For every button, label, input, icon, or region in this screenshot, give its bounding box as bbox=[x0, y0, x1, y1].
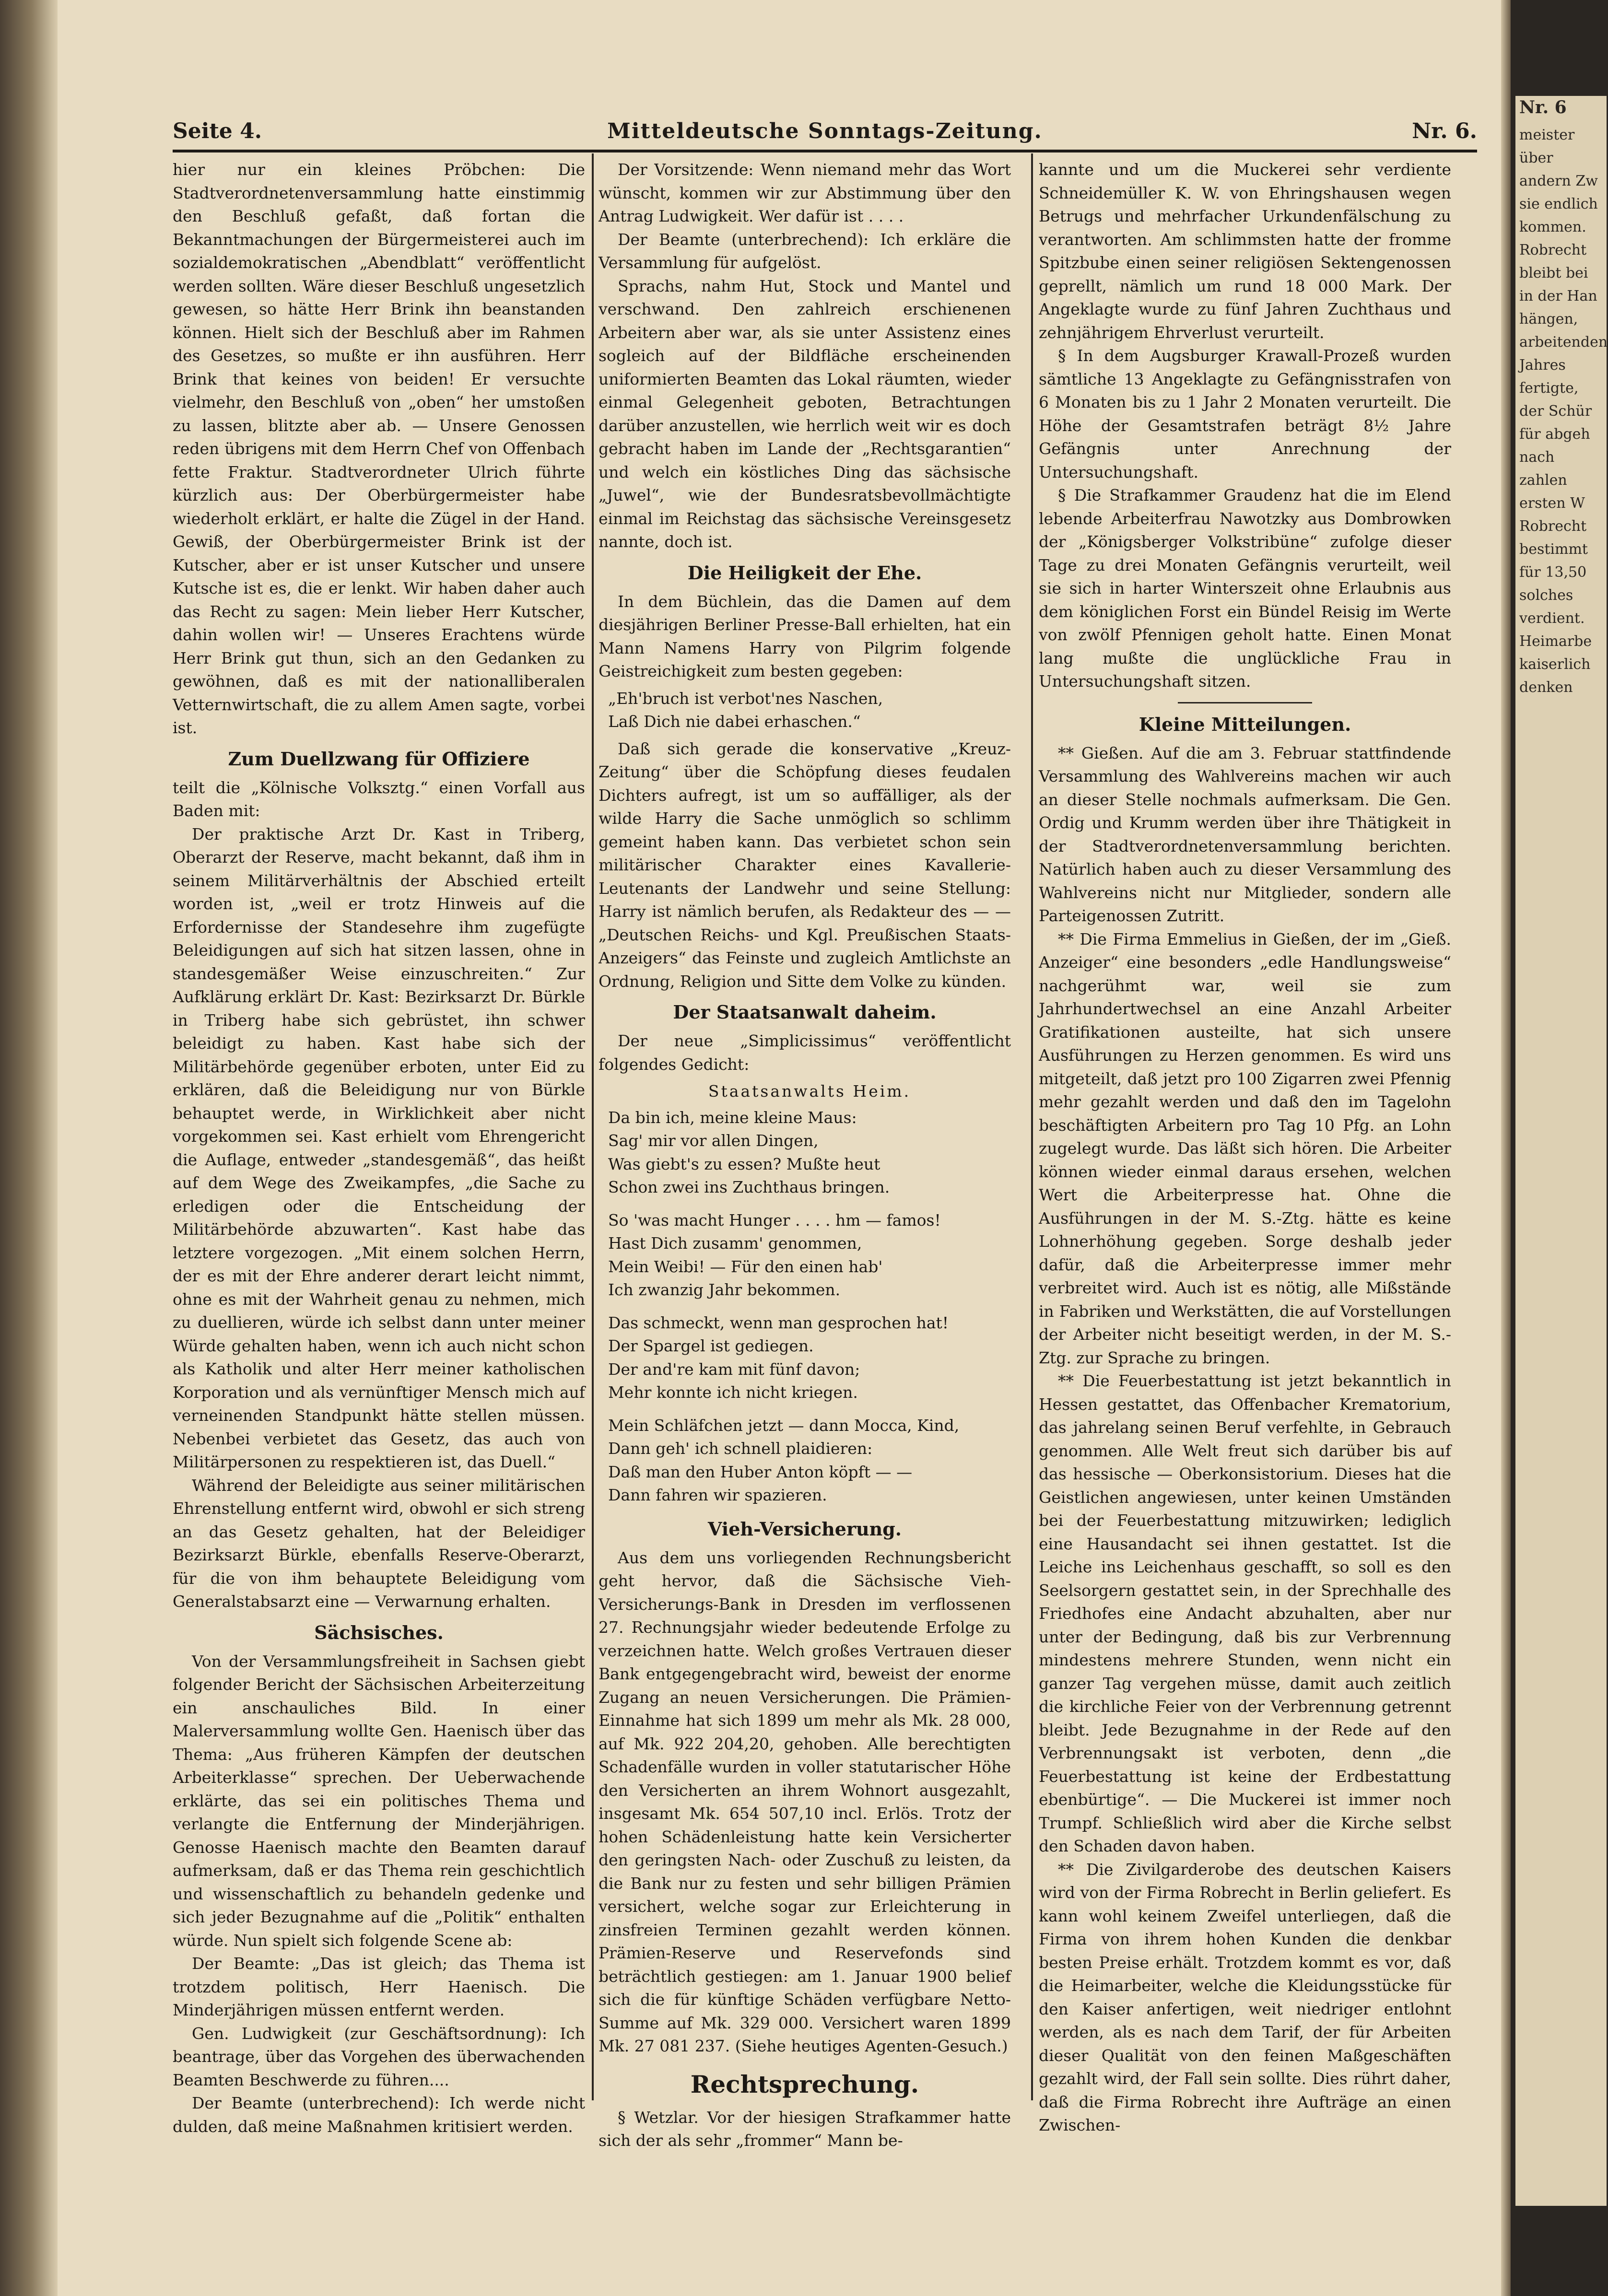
poem-stanza bbox=[608, 1209, 1011, 1302]
poem-line: Daß man den Huber Anton köpft — — bbox=[608, 1462, 913, 1481]
article-text: ** Die Feuerbestattung ist jetzt bekanntlich in Hessen gestattet, das Offenbacher Krematorium, das jahrelang seinen Beruf verfehlte, in Gebrauch genommen. Alle Welt freut sich darüber bis auf das hessische — Oberkonsistorium. Dieses hat die Geistlichen angewiesen, unter keinen Umständen bei der Feuerbestattung mitzuwirken; lediglich eine Hausandacht sei ihnen gestattet. Ist die Leiche ins Leichenhaus geschafft, so soll es den Seelsorgern gestattet sein, in der Sprechhalle des Friedhofes eine Andacht abzuhalten, aber nur unter der Bedingung, daß bis zur Verbrennung mindestens mehrere Stunden, wenn nicht ein ganzer Tag vergehen müsse, damit auch zeitlich die kirchliche Feier von der Verbrennung getrennt bleibt. Jede Bezugnahme in der Rede auf den Verbrennungsakt ist verboten, denn „die Feuerbestattung ist keine der Erdbestattung ebenbürtige“. — Die Muckerei ist immer noch Trumpf. Schließlich wird aber die Kirche selbst den Schaden davon haben. bbox=[1039, 1371, 1451, 1855]
issue-number: Nr. 6. bbox=[1412, 119, 1477, 143]
article-heading: Der Staatsanwalt daheim. bbox=[673, 1001, 937, 1023]
poem-line: Das schmeckt, wenn man gesprochen hat! bbox=[608, 1313, 949, 1332]
adjacent-page-line: andern Zw bbox=[1519, 173, 1598, 189]
article-text: Der Beamte (unterbrechend): Ich werde nicht dulden, daß meine Maßnahmen kritisiert werden. bbox=[173, 2094, 585, 2136]
article-text: Der praktische Arzt Dr. Kast in Triberg, Oberarzt der Reserve, macht bekannt, daß ihm in seinem Militärverhältnis der Abschied erteilt worden ist, „weil er trotz Hinweis auf die Erfordernisse der Standesehre ihm zugefügte Beleidigungen auf sich hat sitzen lassen, ohne in standesgemäßer Weise einzuschreiten.“ Zur Aufklärung erklärt Dr. Kast: Bezirksarzt Dr. Bürkle in Triberg habe sich gebrüstet, ihn schwer beleidigt zu haben. Kast habe sich der Militärbehörde gegenüber erboten, unter Eid zu erklären, daß die Beleidigung nur von Bürkle behauptet werde, in Wirklichkeit aber nicht vorgekommen sei. Kast erhielt vom Ehrengericht die Auflage, entweder „standesgemäß“, das heißt auf dem Wege des Zweikampfes, „die Sache zu erledigen oder die Entscheidung der Militärbehörde abzuwarten“. Kast habe das letztere vorgezogen. „Mit einem solchen Herrn, der es mit der Ehre anderer derart leicht nimmt, ohne es mit der Wahrheit genau zu nehmen, mich zu duellieren, würde ich selbst dann unter meiner Würde gehalten haben, wenn ich auch nicht schon als Katholik und alter Herr meiner katholischen Korporation und als vernünftiger Mensch mich auf verneinenden Standpunkt hätte stellen müssen. Nebenbei verbietet das Gesetz, das auch von Militärpersonen zu respektieren ist, das Duell.“ bbox=[173, 824, 585, 1471]
poem-line: Der and're kam mit fünf davon; bbox=[608, 1359, 860, 1379]
adjacent-page-number: Nr. 6 bbox=[1519, 97, 1567, 117]
article-text: § Die Strafkammer Graudenz hat die im Elend lebende Arbeiterfrau Nawotzky aus Dombrowken der „Königsberger Volkstribüne“ zufolge dieser Tage zu drei Monaten Gefängnis verurteilt, weil sie sich in harter Winterszeit ohne Erlaubnis aus dem königlichen Forst ein Bündel Reisig im Werte von zwölf Pfennigen geholt hatte. Einen Monat lang mußte die unglückliche Frau in Untersuchungshaft sitzen. bbox=[1039, 486, 1451, 691]
article-heading: Die Heiligkeit der Ehe. bbox=[687, 562, 922, 584]
adjacent-page-line: Jahres bbox=[1519, 357, 1566, 374]
quote-line: Laß Dich nie dabei erhaschen.“ bbox=[608, 712, 861, 731]
article-text: § Wetzlar. Vor der hiesigen Strafkammer hatte sich der als sehr „frommer“ Mann be- bbox=[599, 2108, 1011, 2150]
poem-stanza bbox=[608, 1414, 1011, 1507]
article-text: Der Beamte (unterbrechend): Ich erkläre die Versammlung für aufgelöst. bbox=[599, 230, 1011, 272]
article-text: Aus dem uns vorliegenden Rechnungsbericht geht hervor, daß die Sächsische Vieh-Versicherungs-Bank in Dresden im verflossenen 27. Rechnungsjahr wieder bedeutende Erfolge zu verzeichnen hatte. Welch großes Vertrauen dieser Bank entgegengebracht wird, beweist der enorme Zugang an neuen Versicherungen. Die Prämien-Einnahme hat sich 1899 um mehr als Mk. 28 000, auf Mk. 922 204,20, gehoben. Alle berechtigten Schadenfälle wurden in voller statutarischer Höhe den Versicherten an ihrem Wohnort ausgezahlt, insgesamt Mk. 654 507,10 incl. Erlös. Trotz der hohen Schädenleistung hatte kein Versicherter den geringsten Nach- oder Zuschuß zu leisten, da die Bank nur zu festen und sehr billigen Prämien versichert, welche sogar zur Erleichterung in zinsfreien Terminen gezahlt werden können. Prämien-Reserve und Reservefonds sind beträchtlich gestiegen: am 1. Januar 1900 belief sich die für künftige Schäden verfügbare Netto-Summe auf Mk. 329 000. Versichert waren 1899 Mk. 27 081 237. (Siehe heutiges Agenten-Gesuch.) bbox=[599, 1548, 1011, 2055]
column-3 bbox=[1039, 158, 1451, 2134]
column-2 bbox=[599, 158, 1011, 2150]
adjacent-page-line: bestimmt bbox=[1519, 541, 1588, 558]
article-text: kannte und um die Muckerei sehr verdiente Schneidemüller K. W. von Ehringshausen wegen Betrugs und mehrfacher Urkundenfälschung zu verantworten. Am schlimmsten hatte der fromme Spitzbube einen seiner religiösen Sektengenossen geprellt, nämlich um rund 18 000 Mark. Der Angeklagte wurde zu fünf Jahren Zuchthaus und zehnjährigem Ehrverlust verurteilt. bbox=[1039, 160, 1451, 342]
poem bbox=[608, 1080, 1011, 1507]
adjacent-page-line: kaiserlich bbox=[1519, 656, 1591, 673]
poem-line: Dann fahren wir spazieren. bbox=[608, 1486, 827, 1504]
article-text: Der neue „Simplicissimus“ veröffentlicht folgendes Gedicht: bbox=[599, 1031, 1011, 1074]
article-text: Von der Versammlungsfreiheit in Sachsen giebt folgender Bericht der Sächsischen Arbeiterzeitung ein anschauliches Bild. In einer Malerversammlung wollte Gen. Haenisch über das Thema: „Aus früheren Kämpfen der deutschen Arbeiterklasse“ sprechen. Der Ueberwachende erklärte, das sei ein politisches Thema und verlangte die Entfernung der Minderjährigen. Genosse Haenisch machte den Beamten darauf aufmerksam, daß er das Thema rein geschichtlich und wissenschaftlich zu behandeln gedenke und sich jeder Bezugnahme auf die „Politik“ enthalten würde. Nun spielt sich folgende Scene ab: bbox=[173, 1652, 585, 1950]
poem-line: Dann geh' ich schnell plaidieren: bbox=[608, 1439, 873, 1458]
article-heading: Vieh-Versicherung. bbox=[707, 1518, 902, 1540]
adjacent-page-line: kommen. bbox=[1519, 219, 1586, 235]
article-text: ** Die Firma Emmelius in Gießen, der im „Gieß. Anzeiger“ eine besonders „edle Handlungsweise“ nachgerühmt war, weil sie zum Jahrhundertwechsel an eine Anzahl Arbeiter Gratifikationen austeilte, hat sich unsere Ausführungen zu Herzen genommen. Es wird uns mitgeteilt, daß jetzt pro 100 Zigarren zwei Pfennig mehr gezahlt werden und daß den im Tagelohn beschäftigten Arbeitern pro Tag 10 Pfg. an Lohn zugelegt wurde. Das läßt sich hören. Die Arbeiter können wieder einmal daraus ersehen, welchen Wert die Arbeiterpresse hat. Ohne die Ausführungen in der M. S.-Ztg. hätte es keine Lohnerhöhung gegeben. Sorge deshalb jeder dafür, daß die Arbeiterpresse immer mehr verbreitet wird. Auch ist es nötig, alle Mißstände in Fabriken und Werkstätten, die auf Vorstellungen der Arbeiter nicht beseitigt werden, in der M. S.-Ztg. zur Sprache zu bringen. bbox=[1039, 929, 1451, 1367]
article-text: Der Beamte: „Das ist gleich; das Thema ist trotzdem politisch, Herr Haenisch. Die Minderjährigen müssen entfernt werden. bbox=[173, 1954, 585, 2019]
adjacent-page-text bbox=[1519, 124, 1607, 699]
adjacent-page-line: nach bbox=[1519, 449, 1555, 466]
quote bbox=[608, 687, 1011, 734]
adjacent-page-line: in der Han bbox=[1519, 288, 1597, 305]
article-text: Daß sich gerade die konservative „Kreuz-Zeitung“ über die Schöpfung dieses feudalen Dichters aufregt, ist um so auffälliger, als der wilde Harry die Sache unmöglich so schlimm gemeint haben kann. Das verbietet schon sein militärischer Charakter eines Kavallerie-Leutenants der Landwehr und seine Stellung: Harry ist nämlich berufen, als Redakteur des — — „Deutschen Reichs- und Kgl. Preußischen Staats-Anzeigers“ das Feinste und zugleich Amtlichste an Ordnung, Religion und Sitte dem Volke zu künden. bbox=[599, 739, 1011, 991]
article-text: hier nur ein kleines Pröbchen: Die Stadtverordnetenversammlung hatte einstimmig den Beschluß gefaßt, daß fortan die Bekanntmachungen der Bürgermeisterei auch im sozialdemokratischen „Abendblatt“ veröffentlicht werden sollten. Wäre dieser Beschluß ungesetzlich gewesen, so hätte Herr Brink ihn beanstanden können. Hielt sich der Beschluß aber im Rahmen des Gesetzes, so mußte er ihn ausführen. Herr Brink that keines von beiden! Er versuchte vielmehr, den Beschluß von „oben“ her umstoßen zu lassen, blitzte aber ab. — Unsere Genossen reden übrigens mit dem Herrn Chef von Offenbach fette Fraktur. Stadtverordneter Ulrich führte kürzlich aus: Der Oberbürgermeister habe wiederholt erklärt, er halte die Zügel in der Hand. Gewiß, der Oberbürgermeister Brink ist der Kutscher, aber er ist unser Kutscher und unsere Kutsche ist es, die er lenkt. Wir haben daher auch das Recht zu sagen: Mein lieber Herr Kutscher, dahin wollen wir! — Unseres Erachtens würde Herr Brink gut thun, sich an den Gedanken zu gewöhnen, daß es mit der nationalliberalen Vetternwirtschaft, die zu allem Amen sagte, vorbei ist. bbox=[173, 160, 585, 737]
page-header bbox=[173, 119, 1477, 148]
column-divider bbox=[592, 153, 594, 2100]
newspaper-title: Mitteldeutsche Sonntags-Zeitung. bbox=[607, 119, 1043, 143]
column-1 bbox=[173, 158, 585, 2136]
article-heading: Zum Duellzwang für Offiziere bbox=[228, 748, 530, 770]
book-spine bbox=[0, 0, 58, 2296]
adjacent-page-line: fertigte, bbox=[1519, 380, 1579, 397]
adjacent-page-line: solches bbox=[1519, 587, 1573, 604]
article-text: Während der Beleidigte aus seiner militärischen Ehrenstellung entfernt wird, obwohl er sich streng an das Gesetz gehalten, hat der Beleidiger Bezirksarzt Bürkle, ebenfalls Reserve-Oberarzt, für die von ihm behauptete Beleidigung vom Generalstabsarzt eine — Verwarnung erhalten. bbox=[173, 1476, 585, 1611]
adjacent-page-line: Heimarbe bbox=[1519, 633, 1592, 650]
adjacent-page-line: verdient. bbox=[1519, 610, 1585, 627]
article-heading: Kleine Mitteilungen. bbox=[1139, 713, 1351, 735]
poem-line: Da bin ich, meine kleine Maus: bbox=[608, 1108, 857, 1127]
adjacent-page-line: für abgeh bbox=[1519, 426, 1590, 443]
article-text: In dem Büchlein, das die Damen auf dem diesjährigen Berliner Presse-Ball erhielten, hat ein Mann Namens Harry von Pilgrim folgende Geistreichigkeit zum besten gegeben: bbox=[599, 592, 1011, 680]
poem-line: Mein Weibi! — Für den einen hab' bbox=[608, 1257, 883, 1276]
article-text: ** Gießen. Auf die am 3. Februar stattfindende Versammlung des Wahlvereins machen wir auch an dieser Stelle nochmals aufmerksam. Die Gen. Ordig und Krumm werden über ihre Thätigkeit in der Stadtverordnetenversammlung berichten. Natürlich haben auch zu dieser Versammlung des Wahlvereins nicht nur Mitglieder, sondern alle Parteigenossen Zutritt. bbox=[1039, 743, 1451, 925]
poem-line: Schon zwei ins Zuchthaus bringen. bbox=[608, 1178, 890, 1196]
adjacent-page-line: sie endlich bbox=[1519, 196, 1598, 212]
column-divider bbox=[1031, 153, 1033, 2100]
adjacent-page-line: für 13,50 bbox=[1519, 564, 1587, 581]
article-text: Gen. Ludwigkeit (zur Geschäftsordnung): Ich beantrage, über das Vorgehen des überwachenden Beamten Beschwerde zu führen.... bbox=[173, 2024, 585, 2089]
adjacent-page-line: Robrecht bbox=[1519, 518, 1587, 535]
page-number: Seite 4. bbox=[173, 119, 262, 143]
page-edge bbox=[1501, 0, 1511, 2296]
poem-line: Ich zwanzig Jahr bekommen. bbox=[608, 1280, 841, 1299]
article-text: Der Vorsitzende: Wenn niemand mehr das Wort wünscht, kommen wir zur Abstimmung über den Antrag Ludwigkeit. Wer dafür ist . . . . bbox=[599, 160, 1011, 225]
adjacent-page-line: Robrecht bbox=[1519, 242, 1587, 258]
separator-rule bbox=[1178, 702, 1312, 703]
article-heading: Sächsisches. bbox=[314, 1621, 444, 1643]
poem-line: So 'was macht Hunger . . . . hm — famos! bbox=[608, 1210, 941, 1230]
poem-line: Mehr konnte ich nicht kriegen. bbox=[608, 1383, 858, 1402]
section-heading: Rechtsprechung. bbox=[690, 2070, 919, 2098]
poem-line: Hast Dich zusamm' genommen, bbox=[608, 1234, 862, 1253]
adjacent-page-line: meister über bbox=[1519, 127, 1575, 166]
poem-title: Staatsanwalts Heim. bbox=[708, 1082, 911, 1101]
adjacent-page-line: denken bbox=[1519, 679, 1573, 696]
poem-stanza bbox=[608, 1312, 1011, 1405]
poem-line: Mein Schläfchen jetzt — dann Mocca, Kind, bbox=[608, 1416, 960, 1435]
poem-line: Der Spargel ist gediegen. bbox=[608, 1336, 814, 1355]
article-text: § In dem Augsburger Krawall-Prozeß wurden sämtliche 13 Angeklagte zu Gefängnisstrafen von 6 Monaten bis zu 1 Jahr 2 Monaten verurteilt. Die Höhe der Gesamtstrafen beträgt 8½ Jahre Gefängnis unter Anrechnung der Untersuchungshaft. bbox=[1039, 346, 1451, 481]
poem-line: Sag' mir vor allen Dingen, bbox=[608, 1131, 819, 1150]
adjacent-page-line: der Schür bbox=[1519, 403, 1592, 420]
adjacent-page-line: ersten W bbox=[1519, 495, 1585, 512]
header-rule bbox=[173, 150, 1477, 152]
adjacent-page-line: bleibt bei bbox=[1519, 265, 1588, 281]
poem-stanza bbox=[608, 1106, 1011, 1199]
article-text: teilt die „Kölnische Volksztg.“ einen Vorfall aus Baden mit: bbox=[173, 778, 585, 820]
quote-line: „Eh'bruch ist verbot'nes Naschen, bbox=[608, 689, 883, 708]
adjacent-page-strip bbox=[1515, 96, 1607, 2206]
adjacent-page-line: arbeitenden bbox=[1519, 334, 1608, 351]
article-text: ** Die Zivilgarderobe des deutschen Kaisers wird von der Firma Robrecht in Berlin geliefert. Es kann wohl keinem Zweifel unterliegen, daß die Firma von ihrem hohen Kunden die denkbar besten Preise erhält. Trotzdem kommt es vor, daß die Heimarbeiter, welche die Kleidungsstücke für den Kaiser anfertigen, weit niedriger entlohnt werden, als es nach dem Tarif, der für Arbeiten dieser Qualität von den feinen Maßgeschäften gezahlt wird, der Fall sein sollte. Dies rührt daher, daß die Firma Robrecht ihre Aufträge an einen Zwischen- bbox=[1039, 1860, 1451, 2134]
poem-line: Was giebt's zu essen? Mußte heut bbox=[608, 1154, 880, 1173]
adjacent-page-line: hängen, bbox=[1519, 311, 1578, 328]
article-text: Sprachs, nahm Hut, Stock und Mantel und verschwand. Den zahlreich erschienenen Arbeitern aber war, als sie unter Assistenz eines sogleich auf der Bildfläche erscheinenden uniformierten Beamten das Lokal räumten, wieder einmal Gelegenheit geboten, Betrachtungen darüber anzustellen, wie herrlich weit wir es doch gebracht haben im Lande der „Rechtsgarantien“ und welch ein köstliches Ding das sächsische „Juwel“, wie der Bundesratsbevollmächtigte einmal im Reichstag das sächsische Vereinsgesetz nannte, doch ist. bbox=[599, 276, 1011, 551]
adjacent-page-line: zahlen bbox=[1519, 472, 1567, 489]
